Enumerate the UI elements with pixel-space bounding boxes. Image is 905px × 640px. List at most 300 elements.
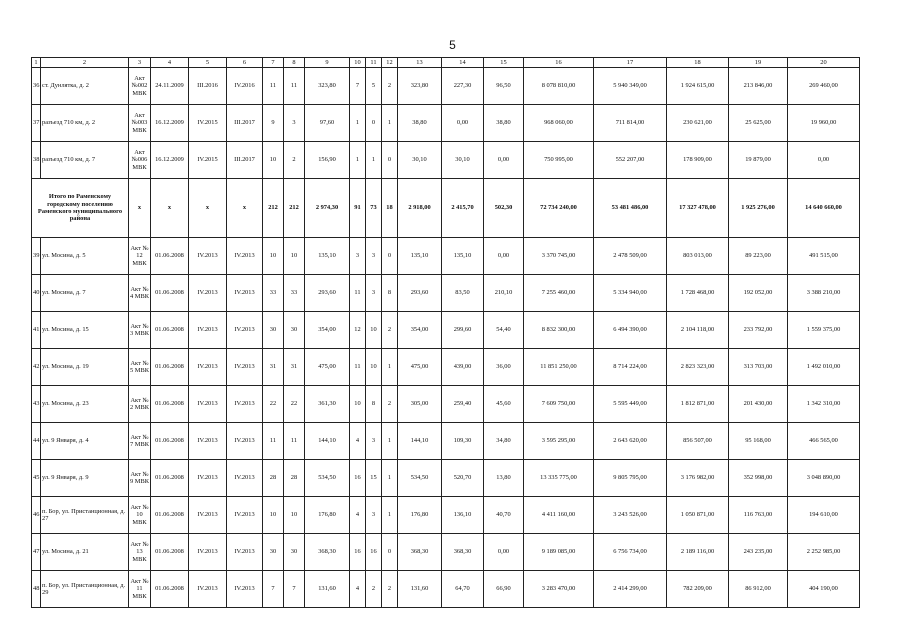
- header-cell: 19: [729, 58, 788, 68]
- row-number: 48: [32, 571, 41, 608]
- cell-c12: 1: [382, 105, 398, 142]
- header-cell: 10: [350, 58, 366, 68]
- cell-c10: 4: [350, 497, 366, 534]
- cell-c10: 4: [350, 571, 366, 608]
- cell-c18: 1 812 871,00: [667, 386, 729, 423]
- cell-c7: 30: [263, 312, 284, 349]
- cell-c17: 9 805 795,00: [594, 460, 667, 497]
- address-cell: ул. Мосина, д. 7: [41, 275, 129, 312]
- cell-q1: IV.2013: [189, 460, 227, 497]
- cell-c18: 230 621,00: [667, 105, 729, 142]
- cell-c17: 6 494 390,00: [594, 312, 667, 349]
- cell-c7: 31: [263, 349, 284, 386]
- total-cell-c16: 72 734 240,00: [524, 179, 594, 238]
- cell-act: Акт № 12 МВК: [129, 238, 151, 275]
- cell-c20: 491 515,00: [788, 238, 860, 275]
- cell-date: 01.06.2008: [151, 497, 189, 534]
- cell-c11: 2: [366, 571, 382, 608]
- cell-c17: 5 595 449,00: [594, 386, 667, 423]
- cell-q2: IV.2013: [227, 571, 263, 608]
- cell-c9: 131,60: [305, 571, 350, 608]
- cell-q1: IV.2015: [189, 105, 227, 142]
- cell-date: 01.06.2008: [151, 238, 189, 275]
- total-cell-c13: 2 918,00: [398, 179, 442, 238]
- cell-c15: 0,00: [484, 142, 524, 179]
- cell-c16: 750 995,00: [524, 142, 594, 179]
- cell-c15: 66,90: [484, 571, 524, 608]
- cell-c15: 0,00: [484, 534, 524, 571]
- header-cell: 17: [594, 58, 667, 68]
- cell-c18: 856 507,00: [667, 423, 729, 460]
- cell-c12: 0: [382, 142, 398, 179]
- cell-c8: 3: [284, 105, 305, 142]
- cell-c15: 36,00: [484, 349, 524, 386]
- cell-c8: 11: [284, 423, 305, 460]
- cell-c9: 293,60: [305, 275, 350, 312]
- cell-c20: 269 460,00: [788, 68, 860, 105]
- cell-act: Акт № 3 МВК: [129, 312, 151, 349]
- table-row: [32, 312, 860, 349]
- row-number: 39: [32, 238, 41, 275]
- cell-c7: 10: [263, 497, 284, 534]
- total-cell-date: x: [151, 179, 189, 238]
- cell-c19: 313 703,00: [729, 349, 788, 386]
- cell-c9: 354,00: [305, 312, 350, 349]
- cell-c16: 8 078 810,00: [524, 68, 594, 105]
- cell-c14: 0,00: [442, 105, 484, 142]
- data-table: [31, 57, 860, 608]
- cell-c16: 13 335 775,00: [524, 460, 594, 497]
- cell-c13: 293,60: [398, 275, 442, 312]
- row-number: 41: [32, 312, 41, 349]
- cell-c20: 194 610,00: [788, 497, 860, 534]
- cell-c9: 156,90: [305, 142, 350, 179]
- total-cell-c18: 17 327 478,00: [667, 179, 729, 238]
- cell-c16: 3 283 470,00: [524, 571, 594, 608]
- cell-c7: 10: [263, 238, 284, 275]
- cell-c9: 534,50: [305, 460, 350, 497]
- header-cell: 15: [484, 58, 524, 68]
- cell-q2: IV.2013: [227, 238, 263, 275]
- total-cell-c17: 53 481 486,00: [594, 179, 667, 238]
- cell-c13: 176,80: [398, 497, 442, 534]
- cell-c10: 1: [350, 105, 366, 142]
- total-cell-q1: x: [189, 179, 227, 238]
- cell-c7: 9: [263, 105, 284, 142]
- cell-c16: 968 060,00: [524, 105, 594, 142]
- cell-q1: IV.2013: [189, 275, 227, 312]
- cell-c20: 466 565,00: [788, 423, 860, 460]
- total-row: [32, 179, 860, 238]
- cell-act: Акт № 10 МВК: [129, 497, 151, 534]
- cell-c16: 3 595 295,00: [524, 423, 594, 460]
- cell-c15: 38,80: [484, 105, 524, 142]
- total-cell-c8: 212: [284, 179, 305, 238]
- cell-c14: 64,70: [442, 571, 484, 608]
- cell-c12: 2: [382, 68, 398, 105]
- cell-c10: 4: [350, 423, 366, 460]
- cell-c14: 135,10: [442, 238, 484, 275]
- cell-date: 01.06.2008: [151, 571, 189, 608]
- cell-act: Акт №003 МВК: [129, 105, 151, 142]
- cell-c18: 2 189 116,00: [667, 534, 729, 571]
- cell-c18: 1 728 468,00: [667, 275, 729, 312]
- total-cell-q2: x: [227, 179, 263, 238]
- cell-c7: 10: [263, 142, 284, 179]
- header-cell: 2: [41, 58, 129, 68]
- cell-c9: 135,10: [305, 238, 350, 275]
- cell-c16: 8 832 300,00: [524, 312, 594, 349]
- total-cell-c7: 212: [263, 179, 284, 238]
- cell-c20: 19 960,00: [788, 105, 860, 142]
- total-cell-c12: 18: [382, 179, 398, 238]
- cell-c16: 11 851 250,00: [524, 349, 594, 386]
- total-cell-act: x: [129, 179, 151, 238]
- header-cell: 18: [667, 58, 729, 68]
- cell-c9: 176,80: [305, 497, 350, 534]
- cell-c7: 30: [263, 534, 284, 571]
- cell-c8: 28: [284, 460, 305, 497]
- cell-act: Акт № 5 МВК: [129, 349, 151, 386]
- row-number: 43: [32, 386, 41, 423]
- cell-c14: 83,50: [442, 275, 484, 312]
- cell-c18: 782 209,00: [667, 571, 729, 608]
- cell-c11: 16: [366, 534, 382, 571]
- cell-c17: 5 940 349,00: [594, 68, 667, 105]
- cell-c18: 2 104 118,00: [667, 312, 729, 349]
- cell-c13: 323,80: [398, 68, 442, 105]
- cell-q1: IV.2013: [189, 534, 227, 571]
- total-cell-c20: 14 640 660,00: [788, 179, 860, 238]
- page-number: 5: [449, 38, 456, 52]
- header-cell: 14: [442, 58, 484, 68]
- cell-c16: 4 411 160,00: [524, 497, 594, 534]
- table-row: [32, 275, 860, 312]
- header-cell: 16: [524, 58, 594, 68]
- cell-q2: IV.2013: [227, 386, 263, 423]
- cell-c8: 31: [284, 349, 305, 386]
- cell-c18: 3 176 982,00: [667, 460, 729, 497]
- cell-act: Акт № 9 МВК: [129, 460, 151, 497]
- cell-c17: 2 414 299,00: [594, 571, 667, 608]
- cell-c19: 25 625,00: [729, 105, 788, 142]
- cell-c17: 3 243 526,00: [594, 497, 667, 534]
- header-cell: 6: [227, 58, 263, 68]
- cell-date: 01.06.2008: [151, 423, 189, 460]
- address-cell: ул. Мосина, д. 5: [41, 238, 129, 275]
- cell-c13: 38,80: [398, 105, 442, 142]
- cell-c17: 5 334 940,00: [594, 275, 667, 312]
- cell-c17: 6 756 734,00: [594, 534, 667, 571]
- cell-c18: 1 050 871,00: [667, 497, 729, 534]
- cell-c19: 86 912,00: [729, 571, 788, 608]
- cell-act: Акт № 2 МВК: [129, 386, 151, 423]
- cell-c15: 0,00: [484, 238, 524, 275]
- header-cell: 1: [32, 58, 41, 68]
- cell-c8: 22: [284, 386, 305, 423]
- cell-date: 01.06.2008: [151, 460, 189, 497]
- cell-q1: IV.2013: [189, 386, 227, 423]
- cell-c20: 1 342 310,00: [788, 386, 860, 423]
- row-number: 42: [32, 349, 41, 386]
- cell-c13: 368,30: [398, 534, 442, 571]
- total-cell-c14: 2 415,70: [442, 179, 484, 238]
- cell-c13: 30,10: [398, 142, 442, 179]
- cell-c11: 1: [366, 142, 382, 179]
- address-cell: ул. 9 Января, д. 9: [41, 460, 129, 497]
- cell-q2: III.2017: [227, 142, 263, 179]
- cell-c9: 144,10: [305, 423, 350, 460]
- table-row: [32, 386, 860, 423]
- cell-c10: 12: [350, 312, 366, 349]
- cell-c11: 0: [366, 105, 382, 142]
- cell-c8: 30: [284, 534, 305, 571]
- cell-act: Акт № 4 МВК: [129, 275, 151, 312]
- cell-c13: 475,00: [398, 349, 442, 386]
- cell-q1: IV.2013: [189, 238, 227, 275]
- address-cell: п. Бор, ул. Пристанционная, д. 27: [41, 497, 129, 534]
- cell-q2: IV.2013: [227, 460, 263, 497]
- cell-c12: 2: [382, 386, 398, 423]
- cell-c17: 552 207,00: [594, 142, 667, 179]
- table-row: [32, 349, 860, 386]
- cell-c20: 3 048 890,00: [788, 460, 860, 497]
- cell-c18: 178 909,00: [667, 142, 729, 179]
- cell-date: 01.06.2008: [151, 386, 189, 423]
- cell-c20: 1 492 010,00: [788, 349, 860, 386]
- table-row: [32, 238, 860, 275]
- cell-c12: 1: [382, 497, 398, 534]
- cell-date: 16.12.2009: [151, 142, 189, 179]
- address-cell: разъезд 710 км, д. 7: [41, 142, 129, 179]
- cell-c9: 361,30: [305, 386, 350, 423]
- header-cell: 9: [305, 58, 350, 68]
- cell-c14: 109,30: [442, 423, 484, 460]
- header-cell: 7: [263, 58, 284, 68]
- cell-c8: 10: [284, 497, 305, 534]
- cell-act: Акт № 13 МВК: [129, 534, 151, 571]
- cell-c12: 8: [382, 275, 398, 312]
- cell-q1: IV.2013: [189, 349, 227, 386]
- cell-c12: 1: [382, 349, 398, 386]
- cell-c17: 8 714 224,00: [594, 349, 667, 386]
- cell-c7: 28: [263, 460, 284, 497]
- cell-c8: 7: [284, 571, 305, 608]
- total-label: Итого по Раменскому городскому поселению Раменского муниципального района: [32, 179, 129, 238]
- cell-c10: 11: [350, 349, 366, 386]
- cell-c14: 368,30: [442, 534, 484, 571]
- table-row: [32, 105, 860, 142]
- cell-q2: IV.2016: [227, 68, 263, 105]
- row-number: 37: [32, 105, 41, 142]
- table-row: [32, 497, 860, 534]
- cell-c12: 0: [382, 534, 398, 571]
- address-cell: ул. Мосина, д. 23: [41, 386, 129, 423]
- cell-c9: 368,30: [305, 534, 350, 571]
- cell-q1: IV.2013: [189, 312, 227, 349]
- cell-c11: 10: [366, 312, 382, 349]
- cell-c10: 16: [350, 460, 366, 497]
- header-cell: 8: [284, 58, 305, 68]
- cell-c20: 1 559 375,00: [788, 312, 860, 349]
- cell-c11: 15: [366, 460, 382, 497]
- cell-c19: 213 846,00: [729, 68, 788, 105]
- cell-q2: IV.2013: [227, 534, 263, 571]
- header-cell: 4: [151, 58, 189, 68]
- cell-c8: 10: [284, 238, 305, 275]
- total-cell-c19: 1 925 276,00: [729, 179, 788, 238]
- cell-c17: 711 814,00: [594, 105, 667, 142]
- cell-c20: 3 388 210,00: [788, 275, 860, 312]
- cell-c8: 30: [284, 312, 305, 349]
- header-cell: 12: [382, 58, 398, 68]
- cell-c14: 439,00: [442, 349, 484, 386]
- cell-date: 01.06.2008: [151, 275, 189, 312]
- cell-c13: 131,60: [398, 571, 442, 608]
- cell-q1: IV.2013: [189, 423, 227, 460]
- cell-c8: 33: [284, 275, 305, 312]
- row-number: 40: [32, 275, 41, 312]
- cell-c12: 1: [382, 460, 398, 497]
- cell-date: 01.06.2008: [151, 349, 189, 386]
- address-cell: ул. 9 Января, д. 4: [41, 423, 129, 460]
- cell-c14: 227,30: [442, 68, 484, 105]
- cell-date: 24.11.2009: [151, 68, 189, 105]
- cell-q1: IV.2015: [189, 142, 227, 179]
- cell-q2: IV.2013: [227, 312, 263, 349]
- address-cell: ст. Дунлятка, д. 2: [41, 68, 129, 105]
- cell-c9: 475,00: [305, 349, 350, 386]
- header-cell: 11: [366, 58, 382, 68]
- cell-c15: 45,60: [484, 386, 524, 423]
- cell-c8: 2: [284, 142, 305, 179]
- cell-c20: 0,00: [788, 142, 860, 179]
- cell-c8: 11: [284, 68, 305, 105]
- cell-c16: 3 370 745,00: [524, 238, 594, 275]
- cell-c11: 10: [366, 349, 382, 386]
- cell-c13: 534,50: [398, 460, 442, 497]
- total-cell-c11: 73: [366, 179, 382, 238]
- cell-c15: 40,70: [484, 497, 524, 534]
- address-cell: ул. Мосина, д. 19: [41, 349, 129, 386]
- cell-c14: 259,40: [442, 386, 484, 423]
- cell-c12: 1: [382, 423, 398, 460]
- cell-q2: IV.2013: [227, 497, 263, 534]
- cell-c13: 135,10: [398, 238, 442, 275]
- row-number: 46: [32, 497, 41, 534]
- cell-c19: 19 879,00: [729, 142, 788, 179]
- cell-c15: 34,80: [484, 423, 524, 460]
- cell-q1: III.2016: [189, 68, 227, 105]
- cell-q2: IV.2013: [227, 275, 263, 312]
- cell-c16: 7 255 460,00: [524, 275, 594, 312]
- table-row: [32, 460, 860, 497]
- row-number: 44: [32, 423, 41, 460]
- cell-c13: 305,00: [398, 386, 442, 423]
- cell-act: Акт №006 МВК: [129, 142, 151, 179]
- cell-c10: 10: [350, 386, 366, 423]
- cell-c11: 3: [366, 423, 382, 460]
- address-cell: ул. Мосина, д. 21: [41, 534, 129, 571]
- cell-c14: 136,10: [442, 497, 484, 534]
- cell-c19: 233 792,00: [729, 312, 788, 349]
- cell-c14: 299,60: [442, 312, 484, 349]
- cell-c15: 13,80: [484, 460, 524, 497]
- cell-c10: 16: [350, 534, 366, 571]
- header-cell: 20: [788, 58, 860, 68]
- cell-c7: 11: [263, 423, 284, 460]
- header-cell: 13: [398, 58, 442, 68]
- cell-c18: 803 013,00: [667, 238, 729, 275]
- cell-c11: 3: [366, 275, 382, 312]
- row-number: 38: [32, 142, 41, 179]
- cell-c20: 2 252 985,00: [788, 534, 860, 571]
- row-number: 36: [32, 68, 41, 105]
- cell-c19: 243 235,00: [729, 534, 788, 571]
- cell-c7: 22: [263, 386, 284, 423]
- address-cell: ул. Мосина, д. 15: [41, 312, 129, 349]
- cell-c14: 520,70: [442, 460, 484, 497]
- cell-c18: 2 823 323,00: [667, 349, 729, 386]
- cell-q2: IV.2013: [227, 349, 263, 386]
- address-cell: разъезд 710 км, д. 2: [41, 105, 129, 142]
- header-row: [32, 58, 860, 68]
- cell-c15: 54,40: [484, 312, 524, 349]
- cell-c16: 9 189 085,00: [524, 534, 594, 571]
- table-row: [32, 68, 860, 105]
- cell-c20: 404 190,00: [788, 571, 860, 608]
- row-number: 47: [32, 534, 41, 571]
- cell-c10: 11: [350, 275, 366, 312]
- row-number: 45: [32, 460, 41, 497]
- cell-date: 01.06.2008: [151, 534, 189, 571]
- total-cell-c10: 91: [350, 179, 366, 238]
- header-cell: 5: [189, 58, 227, 68]
- total-cell-c9: 2 974,30: [305, 179, 350, 238]
- cell-c19: 352 998,00: [729, 460, 788, 497]
- cell-c14: 30,10: [442, 142, 484, 179]
- cell-c19: 89 223,00: [729, 238, 788, 275]
- cell-c11: 3: [366, 238, 382, 275]
- cell-act: Акт № 11 МВК: [129, 571, 151, 608]
- cell-c17: 2 478 509,00: [594, 238, 667, 275]
- header-cell: 3: [129, 58, 151, 68]
- cell-c12: 2: [382, 312, 398, 349]
- cell-c18: 1 924 615,00: [667, 68, 729, 105]
- cell-c9: 97,60: [305, 105, 350, 142]
- cell-c19: 192 052,00: [729, 275, 788, 312]
- cell-c17: 2 643 620,00: [594, 423, 667, 460]
- cell-c13: 144,10: [398, 423, 442, 460]
- cell-c15: 96,50: [484, 68, 524, 105]
- cell-c11: 3: [366, 497, 382, 534]
- cell-c10: 3: [350, 238, 366, 275]
- cell-c19: 201 430,00: [729, 386, 788, 423]
- table-row: [32, 423, 860, 460]
- cell-c10: 7: [350, 68, 366, 105]
- cell-date: 16.12.2009: [151, 105, 189, 142]
- table-row: [32, 534, 860, 571]
- total-cell-c15: 502,30: [484, 179, 524, 238]
- address-cell: п. Бор, ул. Пристанционная, д. 29: [41, 571, 129, 608]
- cell-c7: 33: [263, 275, 284, 312]
- cell-c12: 0: [382, 238, 398, 275]
- cell-c10: 1: [350, 142, 366, 179]
- cell-q1: IV.2013: [189, 497, 227, 534]
- cell-c19: 95 168,00: [729, 423, 788, 460]
- cell-date: 01.06.2008: [151, 312, 189, 349]
- cell-c15: 210,10: [484, 275, 524, 312]
